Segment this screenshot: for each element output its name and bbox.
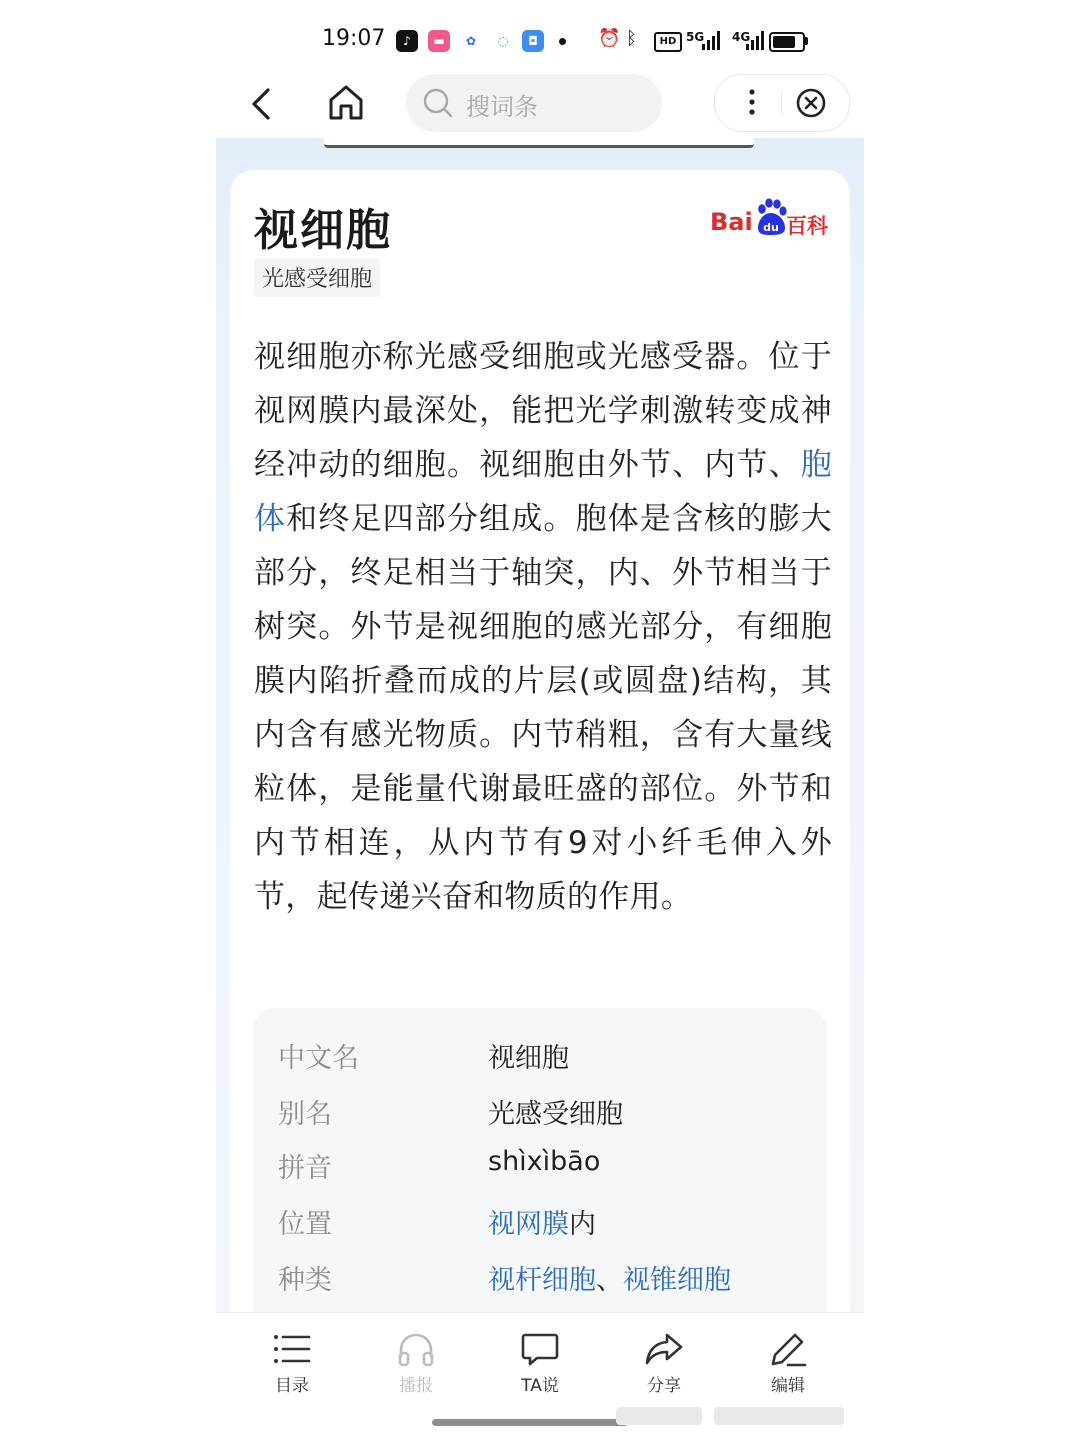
summary-text-1: 视细胞亦称光感受细胞或光感受器。位于视网膜内最深处，能把光学刺激转变成神经冲动的细胞。视细胞由外节、内节、: [254, 339, 832, 483]
capsule-divider: [781, 91, 782, 115]
logo-bai-text: Bai: [710, 208, 753, 236]
play-button[interactable]: [366, 1331, 466, 1401]
tiktok-app-icon: ♪: [396, 30, 418, 52]
retina-link[interactable]: 视网膜: [488, 1209, 569, 1240]
summary-text-2: 和终足四部分组成。胞体是含核的膨大部分，终足相当于轴突，内、外节相当于树突。外节是视细胞的感光部分，有细胞膜内陷折叠而成的片层(或圆盘)结构，其内含有感光物质。内节稍粗，含有大量线粒体，是能量代谢最旺盛的部位。外节和内节相连，从内节有9对小纤毛伸入外节，起传递兴奋和物质的作用。: [254, 501, 832, 915]
battery-level: [773, 36, 795, 48]
info-row-pinyin: [254, 1136, 826, 1192]
home-indicator[interactable]: [432, 1419, 628, 1426]
share-label: 分享: [647, 1376, 681, 1396]
status-time: 19:07: [322, 26, 386, 51]
subtitle-tag: 光感受细胞: [254, 258, 380, 297]
blue-app-icon: ◘: [522, 30, 544, 52]
baidu-app-icon: ✿: [460, 30, 482, 52]
info-value: 光感受细胞: [488, 1099, 623, 1130]
share-arrow-icon: [644, 1331, 684, 1367]
edit-label: 编辑: [771, 1376, 805, 1396]
info-label: 别名: [278, 1099, 332, 1130]
close-circle-icon[interactable]: [795, 87, 827, 119]
info-label: 中文名: [278, 1043, 359, 1074]
info-box: [254, 1008, 826, 1338]
info-label: 拼音: [278, 1153, 332, 1184]
home-icon[interactable]: [326, 82, 366, 122]
cone-cell-link[interactable]: 视锥细胞: [623, 1265, 731, 1296]
mini-program-capsule: [714, 74, 850, 132]
share-button[interactable]: [614, 1331, 714, 1401]
bluetooth-icon: ᛒ: [626, 28, 637, 49]
toc-button[interactable]: [242, 1331, 342, 1401]
top-banner-strip: [324, 138, 754, 148]
status-dot-icon: [559, 38, 566, 45]
info-row-chinese-name: [254, 1026, 826, 1082]
more-vertical-icon[interactable]: [737, 87, 767, 117]
green-app-icon: ◌: [492, 30, 514, 52]
battery-icon: [769, 32, 805, 52]
alarm-icon: ⏰: [598, 28, 621, 49]
info-value: [488, 1202, 596, 1241]
bottom-toolbar: [216, 1312, 864, 1439]
info-value: [488, 1258, 731, 1297]
cell-body-link[interactable]: 胞体: [254, 447, 832, 537]
info-label: 种类: [278, 1265, 332, 1296]
entry-summary: [254, 330, 832, 924]
chat-bubble-icon: [520, 1331, 560, 1367]
play-label: 播报: [399, 1376, 433, 1396]
pencil-icon: [768, 1331, 808, 1367]
search-placeholder: 搜词条: [466, 93, 538, 121]
entry-card: [230, 170, 850, 1330]
blurred-overlay: [616, 1407, 702, 1425]
info-row-location: [254, 1192, 826, 1248]
ta-say-label: TA说: [521, 1376, 559, 1396]
pink-app-icon: ▬: [428, 30, 450, 52]
headphones-icon: [396, 1331, 436, 1367]
page-title: 视细胞: [254, 205, 392, 256]
signal-4g-icon: [746, 30, 766, 50]
network-4g-label: 4G: [732, 30, 751, 44]
network-5g-label: 5G: [686, 30, 705, 44]
location-suffix: 内: [569, 1209, 596, 1240]
hd-badge: HD: [654, 32, 682, 52]
blurred-overlay: [714, 1407, 844, 1425]
info-row-type: [254, 1248, 826, 1304]
logo-baike-text: 百科: [786, 214, 828, 238]
toc-label: 目录: [275, 1376, 309, 1396]
baidu-baike-logo: [710, 196, 830, 240]
status-bar: [216, 0, 864, 80]
back-arrow-icon[interactable]: [244, 84, 284, 124]
signal-5g-icon: [702, 30, 724, 50]
edit-button[interactable]: [738, 1331, 838, 1401]
info-label: 位置: [278, 1209, 332, 1240]
battery-tip: [805, 37, 808, 45]
info-row-alias: [254, 1082, 826, 1138]
navigation-bar: [216, 72, 864, 138]
info-value: 视细胞: [488, 1043, 569, 1074]
phone-screen: [216, 0, 864, 1439]
baidu-paw-icon: [754, 198, 788, 236]
search-icon: [422, 87, 454, 119]
rod-cell-link[interactable]: 视杆细胞: [488, 1265, 596, 1296]
info-value: shìxìbāo: [488, 1146, 601, 1177]
list-icon: [272, 1331, 312, 1367]
type-separator: 、: [596, 1265, 623, 1296]
search-input[interactable]: [406, 74, 662, 132]
ta-say-button[interactable]: [490, 1331, 590, 1401]
logo-du-text: du: [763, 221, 779, 234]
